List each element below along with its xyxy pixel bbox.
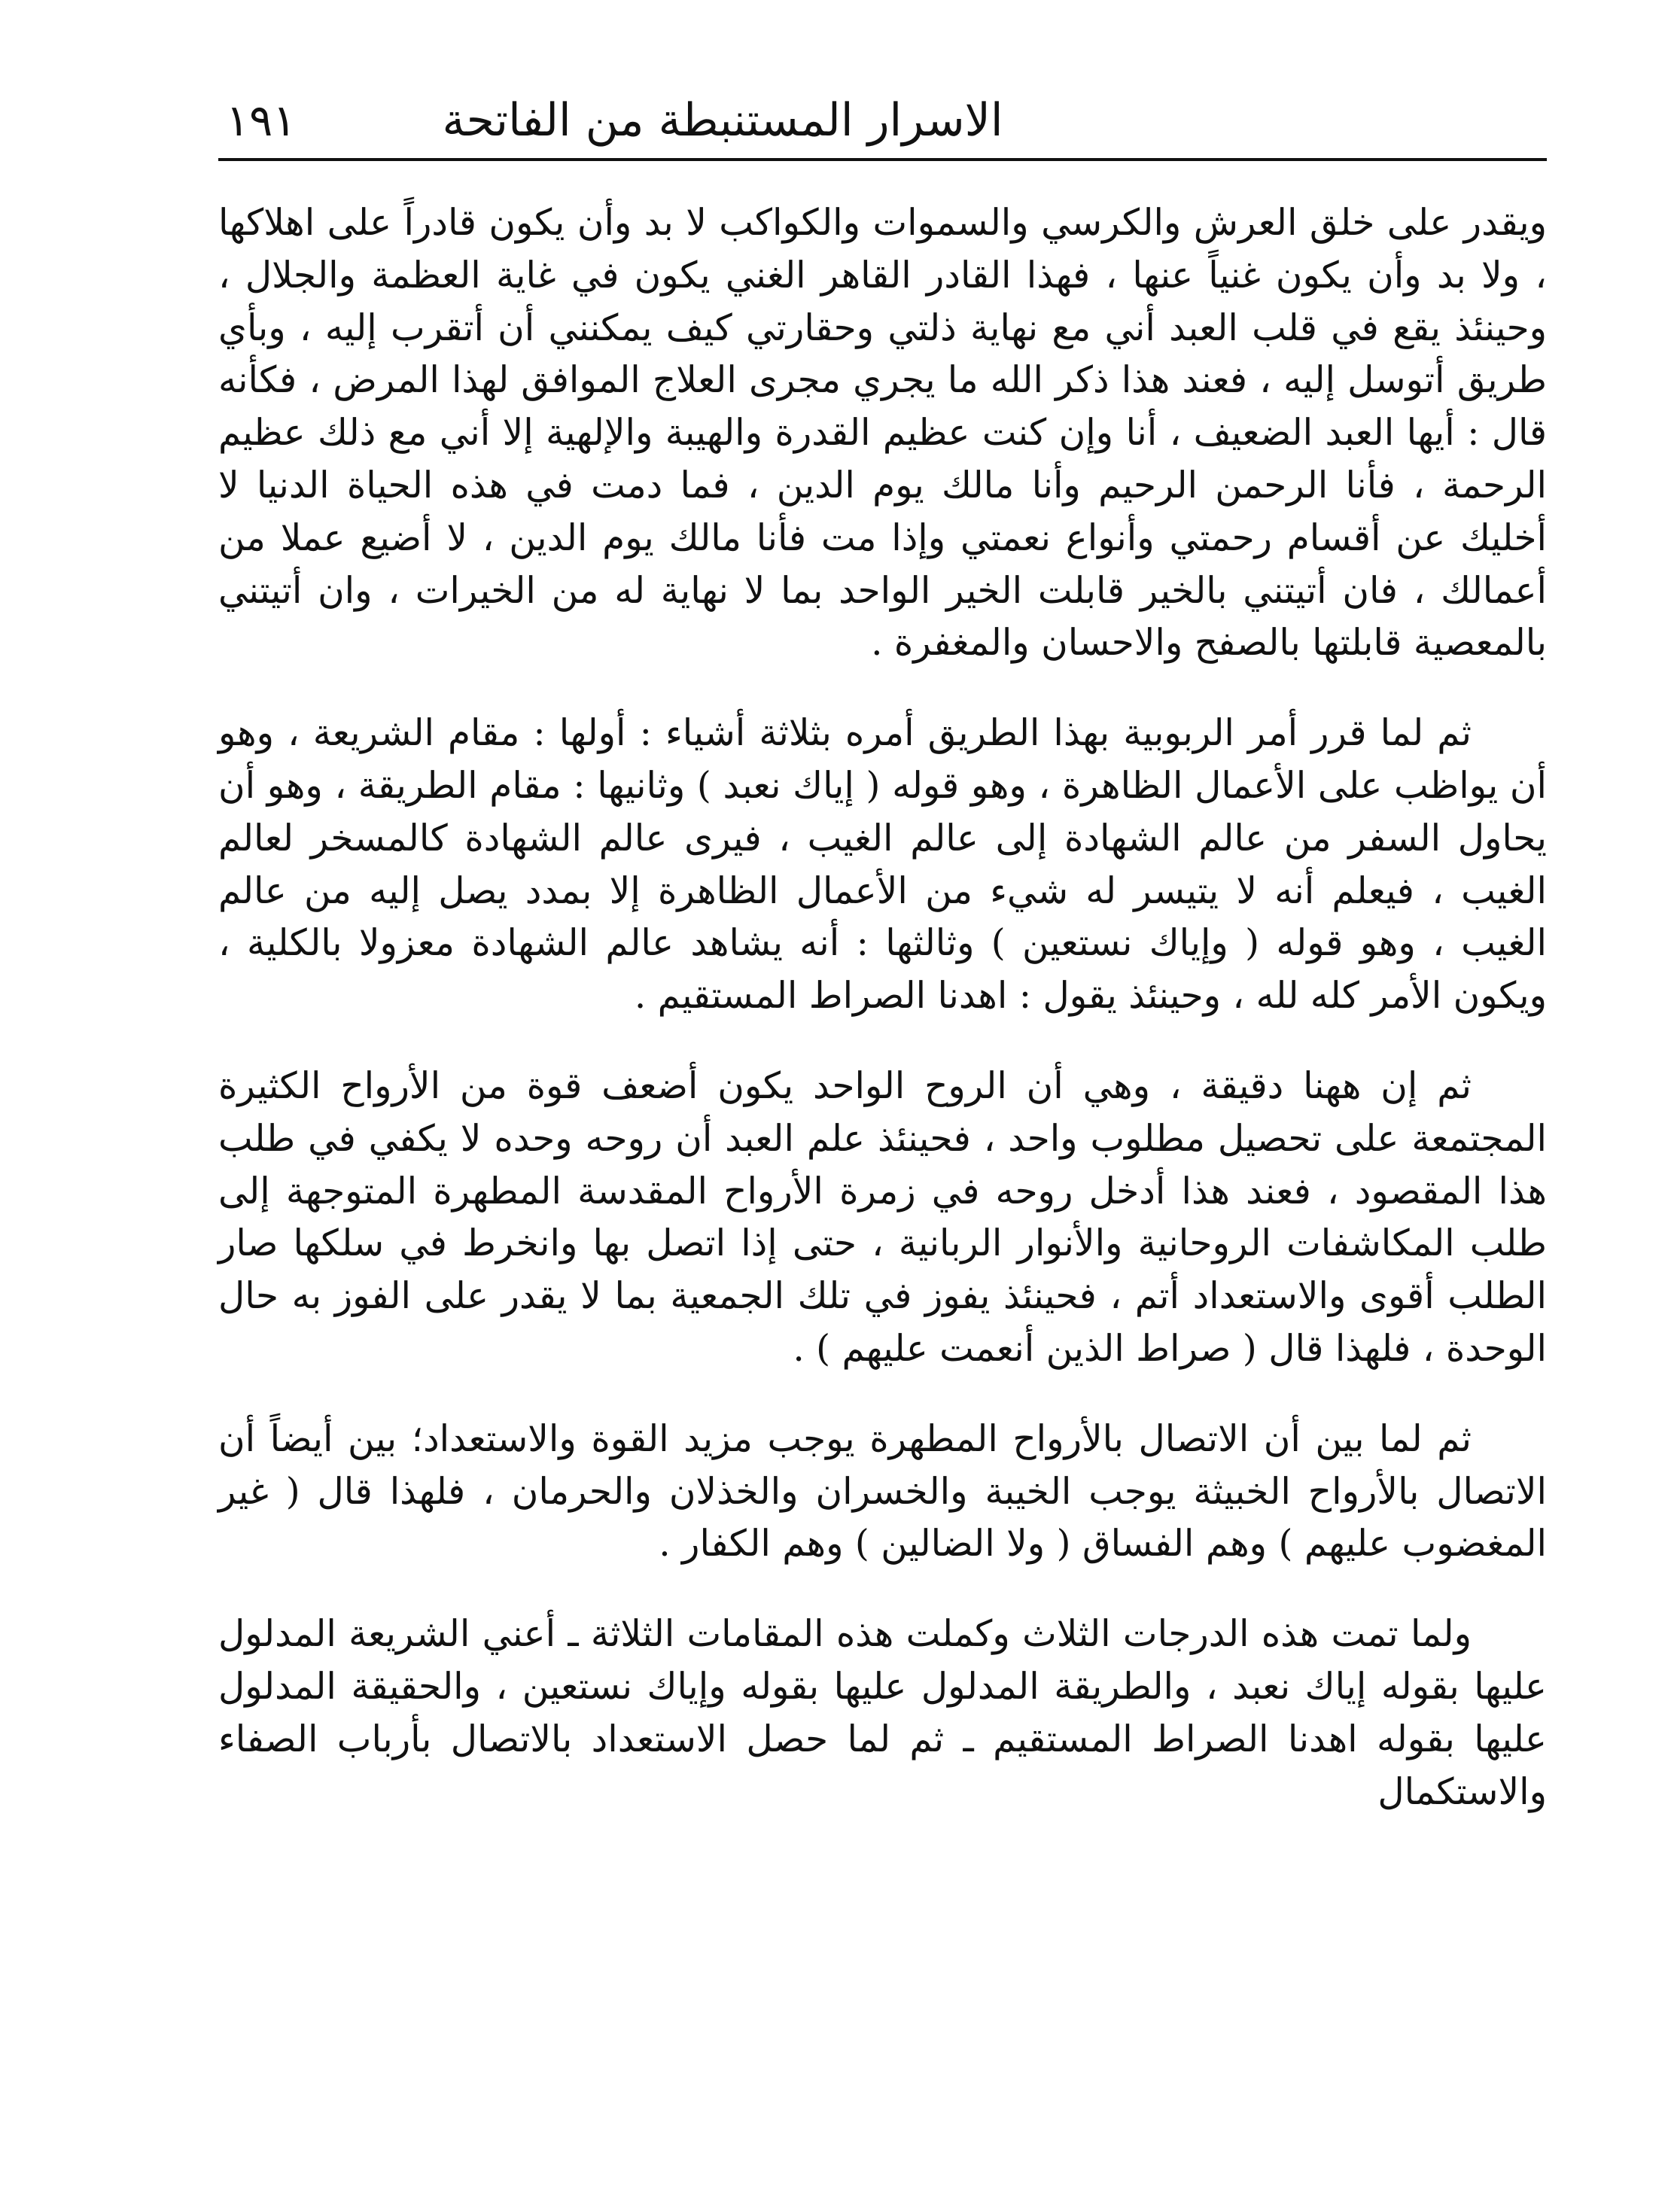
page-header — [218, 89, 1543, 161]
paragraph: ثم لما قرر أمر الربوبية بهذا الطريق أمره بثلاثة أشياء : أولها : مقام الشريعة ، وهو أن يواظب على الأعمال الظاهرة ، وهو قوله ( إياك نعبد ) وثانيها : مقام الطريقة ، وهو أن يحاول السفر من عالم الشهادة إلى عالم الغيب ، فيرى عالم الشهادة كالمسخر لعالم الغيب ، فيعلم أنه لا يتيسر له شيء من الأعمال الظاهرة إلا بمدد يصل إليه من عالم الغيب ، وهو قوله ( وإياك نستعين ) وثالثها : أنه يشاهد عالم الشهادة معزولا بالكلية ، ويكون الأمر كله لله ، وحينئذ يقول : اهدنا الصراط المستقيم . — [218, 712, 1547, 1018]
paragraph: ثم لما بين أن الاتصال بالأرواح المطهرة يوجب مزيد القوة والاستعداد؛ بين أيضاً أن الاتصال بالأرواح الخبيثة يوجب الخيبة والخسران والخذلان والحرمان ، فلهذا قال ( غير المغضوب عليهم ) وهم الفساق ( ولا الضالين ) وهم الكفار . — [218, 1417, 1547, 1565]
running-title: الاسرار المستنبطة من الفاتحة — [442, 94, 1003, 147]
paragraph: ويقدر على خلق العرش والكرسي والسموات والكواكب لا بد وأن يكون قادراً على اهلاكها ، ولا بد وأن يكون غنياً عنها ، فهذا القادر القاهر الغني يكون في غاية العظمة والجلال ، وحينئذ يقع في قلب العبد أني مع نهاية ذلتي وحقارتي كيف يمكنني أن أتقرب إليه ، وبأي طريق أتوسل إليه ، فعند هذا ذكر الله ما يجري مجرى العلاج الموافق لهذا المرض ، فكأنه قال : أيها العبد الضعيف ، أنا وإن كنت عظيم القدرة والهيبة والإلهية إلا أني مع ذلك عظيم الرحمة ، فأنا الرحمن الرحيم وأنا مالك يوم الدين ، فما دمت في هذه الحياة الدنيا لا أخليك عن أقسام رحمتي وأنواع نعمتي وإذا مت فأنا مالك يوم الدين ، لا أضيع عملا من أعمالك ، فان أتيتني بالخير قابلت الخير الواحد بما لا نهاية له من الخيرات ، وان أتيتني بالمعصية قابلتها بالصفح والاحسان والمغفرة . — [218, 202, 1547, 665]
paragraph: ولما تمت هذه الدرجات الثلاث وكملت هذه المقامات الثلاثة ـ أعني الشريعة المدلول عليها بقوله إياك نعبد ، والطريقة المدلول عليها بقوله وإياك نستعين ، والحقيقة المدلول عليها بقوله اهدنا الصراط المستقيم ـ ثم لما حصل الاستعداد بالاتصال بأرباب الصفاء والاستكمال — [218, 1613, 1547, 1813]
page-number: ١٩١ — [226, 95, 297, 146]
header-rule — [218, 158, 1547, 161]
body-text — [218, 197, 1547, 1818]
paragraph: ثم إن ههنا دقيقة ، وهي أن الروح الواحد يكون أضعف قوة من الأرواح الكثيرة المجتمعة على تحصيل مطلوب واحد ، فحينئذ علم العبد أن روحه وحده لا يكفي في طلب هذا المقصود ، فعند هذا أدخل روحه في زمرة الأرواح المقدسة المطهرة المتوجهة إلى طلب المكاشفات الروحانية والأنوار الربانية ، حتى إذا اتصل بها وانخرط في سلكها صار الطلب أقوى والاستعداد أتم ، فحينئذ يفوز في تلك الجمعية بما لا يقدر على الفوز به حال الوحدة ، فلهذا قال ( صراط الذين أنعمت عليهم ) . — [218, 1064, 1547, 1370]
